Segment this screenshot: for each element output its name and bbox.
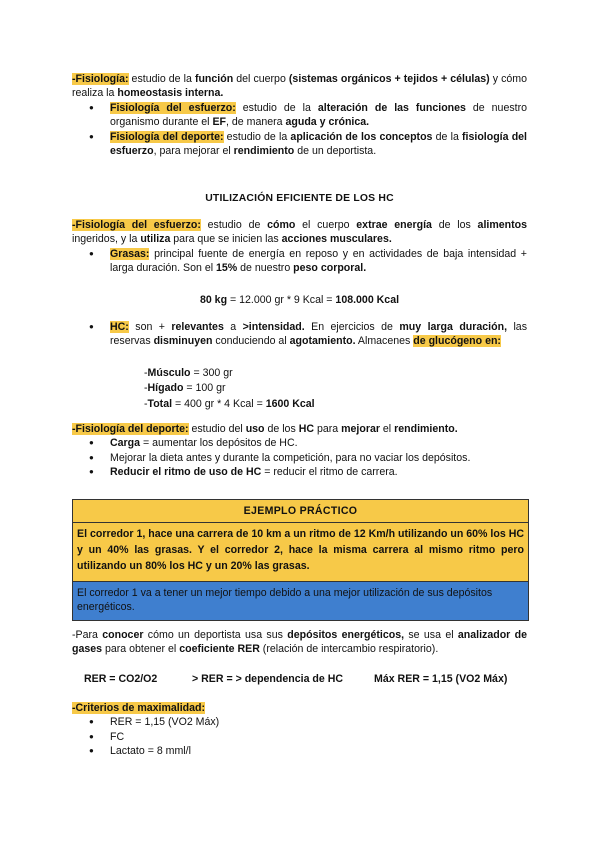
bold-text-run: aplicación de los conceptos [290,130,433,143]
hc-list [72,320,527,349]
text-run: de la [432,130,463,143]
bold-text-run: disminuyen [153,335,213,348]
text-run: , de manera [226,116,286,129]
bold-text-run: uso [245,423,265,435]
text-run: de nuestro [237,262,294,275]
bold-text-run: relevantes [171,321,224,333]
bold-text-run: rendimiento. [394,423,458,435]
grasas-list [72,247,527,276]
text-run: para [314,423,342,435]
bold-text-run: mejorar [341,423,380,435]
maximalidad-list [72,715,527,758]
bold-text-run: alimentos [477,219,527,231]
grasas-text [110,248,527,274]
fisiologia-subtypes-list [72,101,527,159]
glycogen-liver-row: -Hígado = 100 gr [144,382,226,395]
subtype-label: Fisiología del deporte: [110,130,224,143]
text-run: del cuerpo [233,73,289,85]
list-item [72,436,527,450]
text-run: para que se inicien las [170,233,282,246]
bold-text-run: depósitos energéticos, [287,629,405,641]
text-run: = reducir el ritmo de carrera. [261,466,398,479]
hc-label: HC: [110,321,129,333]
example-answer: El corredor 1 va a tener un mejor tiempo debido a una mejor utilización de sus depósitos energéticos. [73,582,528,620]
text-run: estudio de la [235,101,318,114]
bold-text-run: agotamiento. [289,335,356,348]
liver-label: Hígado [147,382,184,395]
bold-text-run: rendimiento [233,145,295,158]
glycogen-muscle-row: -Músculo = 300 gr [144,367,233,379]
glycogen-stores [144,366,315,412]
text-run: las reservas [110,321,527,348]
text-run: estudio de la [128,73,195,85]
bold-text-run: EF [212,116,227,129]
example-problem: El corredor 1, hace una carrera de 10 km a un ritmo de 12 Km/h utilizando un 60% los HC y un 40% las grasas. Y el corredor 2, hace la misma carrera al mismo ritmo pero utilizando un 80% los HC y un 20% las grasas. [73,523,528,582]
bold-text-run: 15% [216,262,238,275]
text-run: = 12.000 gr * 9 Kcal = [227,294,336,306]
grasas-label: Grasas: [110,247,150,260]
glucogeno-highlight: de glucógeno en: [413,335,501,348]
text-run: el cuerpo [295,219,357,231]
text-run: de un deportista. [294,145,377,158]
bold-text-run: extrae energía [356,219,432,231]
bold-text-run: aguda y crónica. [285,116,370,129]
text-run: , para mejorar el [153,145,234,158]
text-run: estudio de la [223,130,291,143]
rer-relation: > RER = > dependencia de HC [192,673,344,685]
bold-text-run: alteración de las funciones [317,101,466,114]
text-run: = aumentar los depósitos de HC. [140,437,298,450]
bold-text-run: Reducir el ritmo de uso de HC [110,466,262,479]
total-value: = 400 gr * 4 Kcal = [172,397,266,410]
bold-text-run: homeostasis interna. [117,87,224,100]
maximalidad-label: -Criterios de maximalidad: [72,702,206,714]
text-run: principal fuente de energía en reposo y en actividades de baja intensidad + larga duración. Son el [110,247,527,275]
total-result: 1600 Kcal [265,397,315,410]
bold-text-run: 80 kg [199,294,228,306]
esfuerzo-definition [72,218,527,247]
text-run: y cómo realiza la [72,73,528,100]
text-run: el [379,423,395,435]
rer-intro [72,628,527,657]
text-run: En ejercicios de [304,321,400,333]
bold-text-run: coeficiente RER [179,643,260,656]
text-run: ingeridos, y la [72,233,141,246]
text-run: de los [431,219,478,231]
deporte-definition [72,422,527,436]
deporte-text [189,423,458,435]
bold-text-run: 108.000 Kcal [335,294,400,306]
rer-formula: RER = CO2/O2 [84,673,158,685]
bold-text-run: fisiología del esfuerzo [110,130,528,158]
text-run: cómo un deportista usa sus [143,629,288,641]
bold-text-run: muy larga duración, [399,321,508,333]
subtype-label: Fisiología del esfuerzo: [110,101,236,114]
text-run: a [223,321,243,333]
fisiologia-definition [72,72,527,101]
bold-text-run: Carga [110,437,141,450]
deporte-section [72,422,527,480]
list-item [72,101,527,130]
hc-section [72,320,527,349]
bold-text-run: función [194,73,234,85]
rer-section [72,628,527,657]
text-run: para obtener el [102,643,180,656]
esfuerzo-label: -Fisiología del esfuerzo: [72,219,201,231]
list-item [72,465,527,479]
list-item [72,130,527,159]
glycogen-total-row: -Total = 400 gr * 4 Kcal = 1600 Kcal [144,397,315,410]
text-run: son + [128,321,172,333]
total-label: Total [147,397,173,410]
bold-text-run: >intensidad. [242,321,305,333]
example-title: EJEMPLO PRÁCTICO [73,500,528,523]
bold-text-run: analizador de gases [72,629,527,656]
esfuerzo-section [72,218,527,276]
text-run: -Para [72,629,103,641]
maximalidad-heading [72,701,527,715]
bold-text-run: (sistemas orgánicos + tejidos + células) [288,73,490,85]
deporte-list [72,436,527,479]
bold-text-run: HC [298,423,314,435]
liver-value: = 100 gr [183,382,226,395]
text-run: Almacenes [355,335,414,348]
list-item: ● RER = 1,15 (VO2 Máx) [72,715,527,729]
text-run: Mejorar la dieta antes y durante la competición, para no vaciar los depósitos. [110,451,471,464]
muscle-label: Músculo [147,367,191,379]
muscle-value: = 300 gr [190,367,233,379]
text-run: estudio de [200,219,268,231]
fisiologia-section [72,72,527,158]
section-heading: UTILIZACIÓN EFICIENTE DE LOS HC [205,193,394,204]
rer-max: Máx RER = 1,15 (VO2 Máx) [374,673,508,685]
list-item [72,247,527,276]
list-item [72,451,527,465]
fisiologia-label: -Fisiología: [72,73,129,85]
list-item: ● FC [72,730,527,744]
list-item: ● Lactato = 8 mml/l [72,744,527,758]
text-run: de los [264,423,299,435]
deporte-label: -Fisiología del deporte: [72,423,189,435]
grasas-equation [72,293,527,307]
fisiologia-text [72,73,527,99]
list-item [72,320,527,349]
bold-text-run: acciones musculares. [281,233,392,246]
example-box [72,499,529,621]
text-run: de nuestro organismo durante el [110,101,527,129]
maximalidad-section [72,701,527,759]
bold-text-run: utiliza [140,233,171,246]
bold-text-run: conocer [102,629,144,641]
bold-text-run: cómo [267,219,296,231]
text-run: se usa el [404,629,458,641]
text-run: conduciendo al [212,335,290,348]
text-run: (relación de intercambio respiratorio). [259,643,439,656]
text-run: estudio del [188,423,246,435]
bold-text-run: peso corporal. [293,262,367,275]
